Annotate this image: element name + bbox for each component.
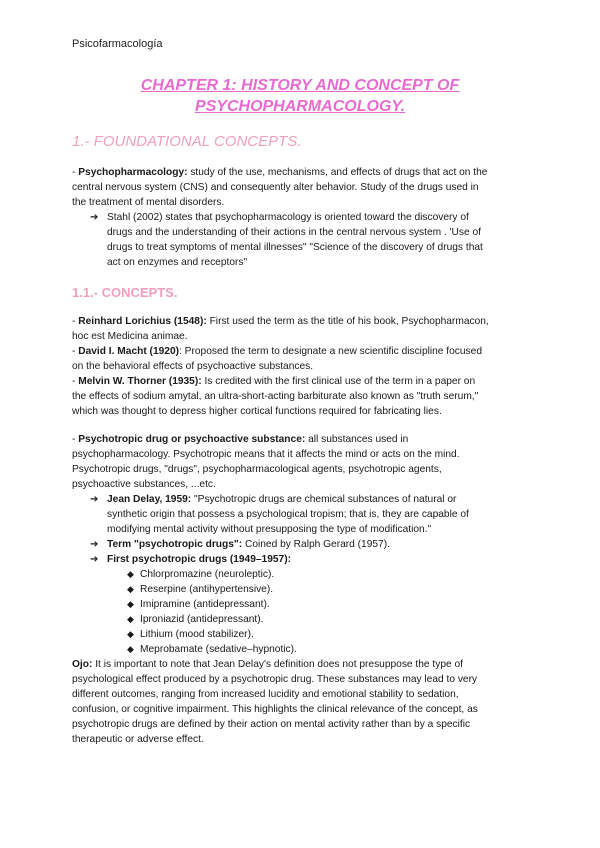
thorner-text: Is credited with the first clinical use of the term in a paper on [201, 376, 476, 387]
drug-name: Lithium (mood stabilizer). [140, 629, 254, 640]
dash: - [72, 376, 79, 387]
stahl-text: act on enzymes and receptors" [107, 257, 248, 268]
chapter-title-line-1: CHAPTER 1: HISTORY AND CONCEPT OF [140, 77, 460, 94]
ojo-text: therapeutic or adverse effect. [72, 734, 204, 745]
delay-text: "Psychotropic drugs are chemical substances of natural or [191, 494, 457, 505]
concepts-list [72, 314, 532, 419]
delay-text: synthetic origin that possess a psychological tropism; that is, they are capable of [107, 509, 469, 520]
arrow-icon: ➔ [90, 554, 99, 565]
term-note [90, 537, 530, 552]
psychotropic-text: all substances used in [305, 434, 409, 445]
ojo-text: psychotropic drugs are defined by their action on mental activity rather than by a specific [72, 719, 471, 730]
stahl-text: drugs and the understanding of their actions in the central nervous system . 'Use of [107, 227, 481, 238]
diamond-bullet-icon: ◆ [127, 614, 134, 624]
delay-text: modifying mental activity without presupposing the type of modification." [107, 524, 432, 535]
list-item [127, 642, 297, 657]
chapter-title-line-2: PSYCHOPHARMACOLOGY. [194, 98, 406, 115]
thorner-text: the effects of sodium amytal, an ultra-short-acting barbiturate also known as "truth serum," [72, 391, 479, 402]
psychotropic-text: Psychotropic drugs, "drugs", psychopharmacological agents, psychotropic agents, [72, 464, 442, 475]
arrow-icon: ➔ [90, 494, 99, 505]
lorichius-text: hoc est Medicina animae. [72, 331, 188, 342]
running-header: Psicofarmacología [72, 38, 163, 50]
term-delay: Jean Delay, 1959: [107, 494, 192, 505]
ojo-text: different outcomes, ranging from increased lucidity and emotional stability to sedation, [72, 689, 459, 700]
term-lorichius: Reinhard Lorichius (1548): [78, 316, 207, 327]
definition-text: the treatment of mental disorders. [72, 197, 225, 208]
stahl-note [90, 210, 530, 270]
ojo-note [72, 657, 532, 747]
dash: - [72, 167, 79, 178]
dash: - [72, 434, 79, 445]
psychopharmacology-definition [72, 165, 532, 210]
macht-text: : Proposed the term to designate a new scientific discipline focused [179, 346, 482, 357]
term-psychotropic-drugs: Term "psychotropic drugs": [107, 539, 243, 550]
list-item [127, 567, 274, 582]
term-first-drugs: First psychotropic drugs (1949–1957): [107, 554, 292, 565]
ojo-text: confusion, or cognitive impairment. This highlights the clinical relevance of the concept, as [72, 704, 478, 715]
psychotropic-text: psychoactive substances, ...etc. [72, 479, 216, 490]
term-thorner: Melvin W. Thorner (1935): [78, 376, 202, 387]
drug-name: Iproniazid (antidepressant). [140, 614, 264, 625]
arrow-icon: ➔ [90, 212, 99, 223]
section-heading-foundational: 1.- FOUNDATIONAL CONCEPTS. [72, 133, 302, 150]
diamond-bullet-icon: ◆ [127, 644, 134, 654]
diamond-bullet-icon: ◆ [127, 584, 134, 594]
term-psychopharmacology: Psychopharmacology: [78, 167, 188, 178]
first-drugs-note [90, 552, 530, 567]
diamond-bullet-icon: ◆ [127, 569, 134, 579]
ojo-text: It is important to note that Jean Delay's definition does not presuppose the type of [92, 659, 463, 670]
psychotropic-definition [72, 432, 532, 492]
stahl-text: drugs to treat symptoms of mental illnesses" "Science of the discovery of drugs that [107, 242, 483, 253]
thorner-text: which was thought to depress higher cortical functions required for fabricating lies. [72, 406, 442, 417]
term-macht: David I. Macht (1920) [78, 346, 180, 357]
list-item [127, 627, 254, 642]
dash: - [72, 346, 79, 357]
delay-note [90, 492, 530, 537]
definition-text: study of the use, mechanisms, and effects of drugs that act on the [187, 167, 488, 178]
drug-name: Meprobamate (sedative–hypnotic). [140, 644, 297, 655]
drug-name: Reserpine (antihypertensive). [140, 584, 274, 595]
stahl-text: Stahl (2002) states that psychopharmacology is oriented toward the discovery of [107, 212, 469, 223]
ojo-text: psychological effect produced by a psychotropic drug. These substances may lead to very [72, 674, 478, 685]
macht-text: on the behavioral effects of psychoactive substances. [72, 361, 314, 372]
psychotropic-text: psychopharmacology. Psychotropic means that it affects the mind or acts on the mind. [72, 449, 460, 460]
drug-name: Imipramine (antidepressant). [140, 599, 270, 610]
arrow-icon: ➔ [90, 539, 99, 550]
definition-text: central nervous system (CNS) and consequently alter behavior. Study of the drugs used in [72, 182, 479, 193]
chapter-title [60, 75, 540, 117]
diamond-bullet-icon: ◆ [127, 599, 134, 609]
drug-name: Chlorpromazine (neuroleptic). [140, 569, 275, 580]
lorichius-text: First used the term as the title of his book, Psychopharmacon, [206, 316, 489, 327]
term-psychotropic: Psychotropic drug or psychoactive substance: [78, 434, 306, 445]
list-item [127, 612, 263, 627]
section-heading-concepts: 1.1.- CONCEPTS. [72, 285, 178, 300]
list-item [127, 582, 273, 597]
term-text: Coined by Ralph Gerard (1957). [242, 539, 390, 550]
term-ojo: Ojo: [72, 659, 93, 670]
diamond-bullet-icon: ◆ [127, 629, 134, 639]
dash: - [72, 316, 79, 327]
list-item [127, 597, 270, 612]
